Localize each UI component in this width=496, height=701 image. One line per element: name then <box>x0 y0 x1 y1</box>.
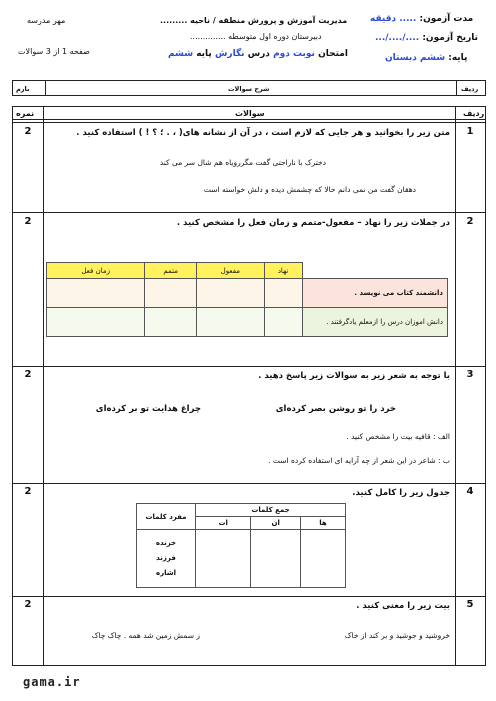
q4-plural-table <box>136 503 346 588</box>
q2-score: 2 <box>24 216 32 227</box>
q5-number: 5 <box>466 599 474 610</box>
q3-sub-b: ب : شاعر در این شعر از چه آرایه ای استفاده کرده است . <box>268 456 450 465</box>
duration-label: مدت آزمون: <box>419 14 474 24</box>
school-seal-label: مهر مدرسه <box>27 16 66 25</box>
q2-text: در جملات زیر را نهاد – مفعول-متمم و زمان فعل را مشخص کنید . <box>176 218 450 228</box>
q2-cell[interactable] <box>47 308 145 337</box>
q1-line-1[interactable]: دخترک با ناراحتی گفت مگررویاه هم شال سر می کند <box>159 158 326 167</box>
q4-number: 4 <box>466 486 474 497</box>
grade <box>385 53 467 63</box>
q3-poem-left: چراغ هدایت تو بر کرده‌ای <box>95 404 201 414</box>
q4-score: 2 <box>24 486 32 497</box>
q2-cell[interactable] <box>197 308 265 337</box>
col-grade: نمره <box>16 109 35 118</box>
q5-score: 2 <box>24 599 32 610</box>
q2-cell[interactable] <box>197 279 265 308</box>
q2-table-empty-header <box>302 263 448 279</box>
q4-plural-header: جمع کلمات <box>196 504 346 517</box>
q2-cell[interactable] <box>47 279 145 308</box>
subject-name: نگارش <box>214 49 245 59</box>
exam-term: نوبت دوم <box>273 49 315 59</box>
q2-number: 2 <box>466 216 474 227</box>
subject-label: درس <box>247 49 270 59</box>
base-label: پایه <box>196 49 212 59</box>
q4-subcol-an: ان <box>251 517 301 530</box>
q4-answer-cell[interactable] <box>196 530 251 588</box>
q4-word-2: فرزند <box>156 554 176 562</box>
q1-line-2[interactable]: دهقان گفت من نمی دانم حالا که چشمش دیده و دلش خواسته است <box>203 185 416 194</box>
page-info: صفحه 1 از 3 سوالات <box>18 47 90 56</box>
grade-value: ششم دبستان <box>385 53 446 63</box>
q3-sub-a: الف : قافیه بیت را مشخص کنید . <box>346 432 450 441</box>
q4-word-3: اشاره <box>155 569 177 577</box>
q4-words <box>137 530 196 588</box>
q3-poem-right: خرد را تو روشن بصر کرده‌ای <box>275 404 396 414</box>
q2-cell[interactable] <box>145 279 197 308</box>
q2-cell[interactable] <box>145 308 197 337</box>
q2-analysis-table <box>46 262 448 337</box>
q4-subcol-at: ات <box>196 517 251 530</box>
header-line-2: دبیرستان دوره اول متوسطه .............. <box>190 32 322 41</box>
desc-title: شرح سوالات <box>228 85 270 93</box>
duration-value: ..... دقیقه <box>370 14 417 24</box>
desc-row-label: ردیف <box>461 85 479 93</box>
q5-verse-right: خروشید و جوشید و بر کند از خاک <box>344 631 450 640</box>
q4-answer-cell[interactable] <box>301 530 346 588</box>
q4-answer-cell[interactable] <box>251 530 301 588</box>
q2-col-nahad: نهاد <box>264 263 302 279</box>
q2-col-motamam: متمم <box>145 263 197 279</box>
q4-word-1: خزنده <box>155 539 177 547</box>
site-watermark: gama.ir <box>23 675 81 689</box>
q5-text: بیت زیر را معنی کنید . <box>356 601 450 611</box>
date-label: تاریخ آزمون: <box>422 33 479 43</box>
q4-text: جدول زیر را کامل کنید. <box>352 488 450 498</box>
date-value: ..../..../... <box>375 33 420 43</box>
header-line-1: مدیریت آموزش و پرورش منطقه / ناحیه ......... <box>160 16 348 25</box>
exam-date <box>375 33 478 43</box>
q1-number: 1 <box>466 126 474 137</box>
grade-label: پایه: <box>448 53 468 63</box>
q3-score: 2 <box>24 369 32 380</box>
col-row: ردیف <box>463 109 485 118</box>
q2-cell[interactable] <box>264 308 302 337</box>
q5-verse-left: ز سمش زمین شد همه . چاک چاک <box>91 631 200 640</box>
base-value: ششم <box>168 49 194 59</box>
q3-text: با توجه به شعر زیر به سوالات زیر پاسخ دهید . <box>258 371 450 381</box>
q2-sentence-1: دانشمند کتاب می نویسد . <box>302 279 448 308</box>
header-line-3 <box>168 49 348 59</box>
col-questions: سوالات <box>235 109 265 118</box>
q1-text: متن زیر را بخوانید و هر جایی که لازم است ، در آن از نشانه های( ، . ؛ ؟ ! ) استفاده کنید . <box>76 128 450 138</box>
q4-subcol-ha: ها <box>301 517 346 530</box>
q3-number: 3 <box>466 369 474 380</box>
q4-singular-header: مفرد کلمات <box>137 504 196 530</box>
exam-label: امتحان <box>318 49 348 59</box>
q2-cell[interactable] <box>264 279 302 308</box>
duration <box>370 14 473 24</box>
q2-col-mafool: مفعول <box>197 263 265 279</box>
q1-score: 2 <box>24 126 32 137</box>
q2-sentence-2: دانش اموزان درس را ازمعلم یادگرفتند . <box>302 308 448 337</box>
q2-col-zaman: زمان فعل <box>47 263 145 279</box>
desc-score-label: بارم <box>16 85 30 93</box>
